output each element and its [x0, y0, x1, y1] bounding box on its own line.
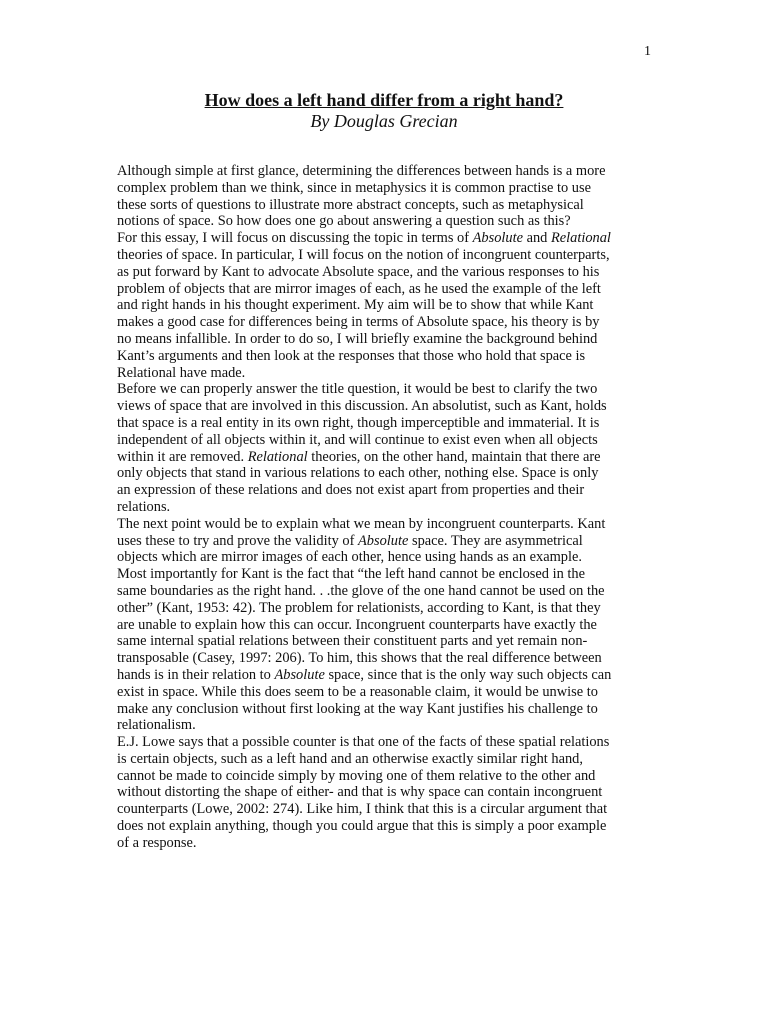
text-run: Kant’s arguments and then look at the responses that those who hold that space is — [117, 347, 586, 364]
italic-term: Relational — [550, 230, 611, 247]
text-run: does not explain anything, though you could argue that this is simply a poor example — [117, 818, 607, 835]
italic-term: Absolute — [472, 230, 523, 247]
text-run: these sorts of questions to illustrate more abstract concepts, such as metaphysical — [117, 196, 584, 213]
essay-body — [117, 163, 657, 852]
italic-term: Absolute — [358, 532, 409, 549]
text-run: make any conclusion without first looking at the way Kant justifies his challenge to — [117, 700, 598, 717]
text-run: only objects that stand in various relations to each other, nothing else. Space is only — [117, 465, 599, 482]
document-author: By Douglas Grecian — [310, 111, 458, 131]
text-run: are unable to explain how this can occur. Incongruent counterparts have exactly the — [117, 616, 597, 633]
text-run: makes a good case for differences being in terms of Absolute space, his theory is by — [117, 314, 600, 331]
text-run: hands is in their relation to — [117, 666, 275, 683]
text-run: other” (Kant, 1953: 42). The problem for relationists, according to Kant, is that they — [117, 599, 601, 616]
paragraph — [117, 734, 657, 852]
text-run: problem of objects that are mirror images of each, as he used the example of the left — [117, 280, 601, 297]
paragraph — [117, 163, 657, 230]
text-run: views of space that are involved in this discussion. An absolutist, such as Kant, holds — [117, 398, 607, 415]
text-run: no means infallible. In order to do so, I will briefly examine the background behind — [117, 330, 598, 347]
text-run: relations. — [117, 498, 171, 515]
text-run: and — [522, 230, 551, 247]
text-run: Before we can properly answer the title question, it would be best to clarify the two — [117, 381, 598, 398]
page-number: 1 — [644, 44, 651, 59]
text-run: Most importantly for Kant is the fact that “the left hand cannot be enclosed in the — [117, 566, 585, 583]
text-run: transposable (Casey, 1997: 206). To him, this shows that the real difference between — [117, 650, 602, 667]
text-run: theories, on the other hand, maintain that there are — [307, 448, 601, 465]
text-run: notions of space. So how does one go about answering a question such as this? — [117, 213, 571, 230]
text-run: within it are removed. — [117, 448, 248, 465]
text-run: without distorting the shape of either- and that is why space can contain incongruent — [117, 784, 603, 801]
text-run: For this essay, I will focus on discussing the topic in terms of — [117, 230, 473, 247]
text-run: The next point would be to explain what we mean by incongruent counterparts. Kant — [117, 515, 606, 532]
text-run: uses these to try and prove the validity of — [117, 532, 358, 549]
text-run: is certain objects, such as a left hand and an otherwise exactly similar right hand, — [117, 750, 583, 767]
paragraph — [117, 381, 657, 515]
text-run: that space is a real entity in its own right, though imperceptible and immaterial. It is — [117, 414, 600, 431]
text-run: Relational have made. — [117, 364, 246, 381]
text-run: space. They are asymmetrical — [408, 532, 583, 549]
text-run: as put forward by Kant to advocate Absolute space, and the various responses to his — [117, 263, 600, 280]
text-run: theories of space. In particular, I will focus on the notion of incongruent counterparts, — [117, 246, 610, 263]
paragraph — [117, 230, 657, 381]
text-run: same boundaries as the right hand. . .the glove of the one hand cannot be used on the — [117, 582, 605, 599]
italic-term: Relational — [247, 448, 308, 465]
text-run: independent of all objects within it, and will continue to exist even when all objects — [117, 431, 598, 448]
text-run: and right hands in his thought experiment. My aim will be to show that while Kant — [117, 297, 594, 314]
text-run: objects which are mirror images of each other, hence using hands as an example. — [117, 549, 582, 566]
italic-term: Absolute — [274, 666, 325, 683]
text-run: complex problem than we think, since in metaphysics it is common practise to use — [117, 179, 591, 196]
text-run: an expression of these relations and does not exist apart from properties and their — [117, 482, 585, 499]
paragraph — [117, 516, 657, 734]
text-run: space, since that is the only way such objects can — [324, 666, 612, 683]
text-run: exist in space. While this does seem to be a reasonable claim, it would be unwise to — [117, 683, 598, 700]
document-title: How does a left hand differ from a right hand? — [204, 90, 564, 110]
text-run: cannot be made to coincide simply by moving one of them relative to the other and — [117, 767, 596, 784]
text-run: E.J. Lowe says that a possible counter is that one of the facts of these spatial relations — [117, 734, 610, 751]
text-run: same internal spatial relations between their constituent parts and yet remain non- — [117, 633, 588, 650]
text-run: relationalism. — [117, 717, 196, 734]
text-run: counterparts (Lowe, 2002: 274). Like him, I think that this is a circular argument that — [117, 801, 608, 818]
text-run: Although simple at first glance, determining the differences between hands is a more — [117, 163, 606, 179]
text-run: of a response. — [117, 834, 197, 851]
